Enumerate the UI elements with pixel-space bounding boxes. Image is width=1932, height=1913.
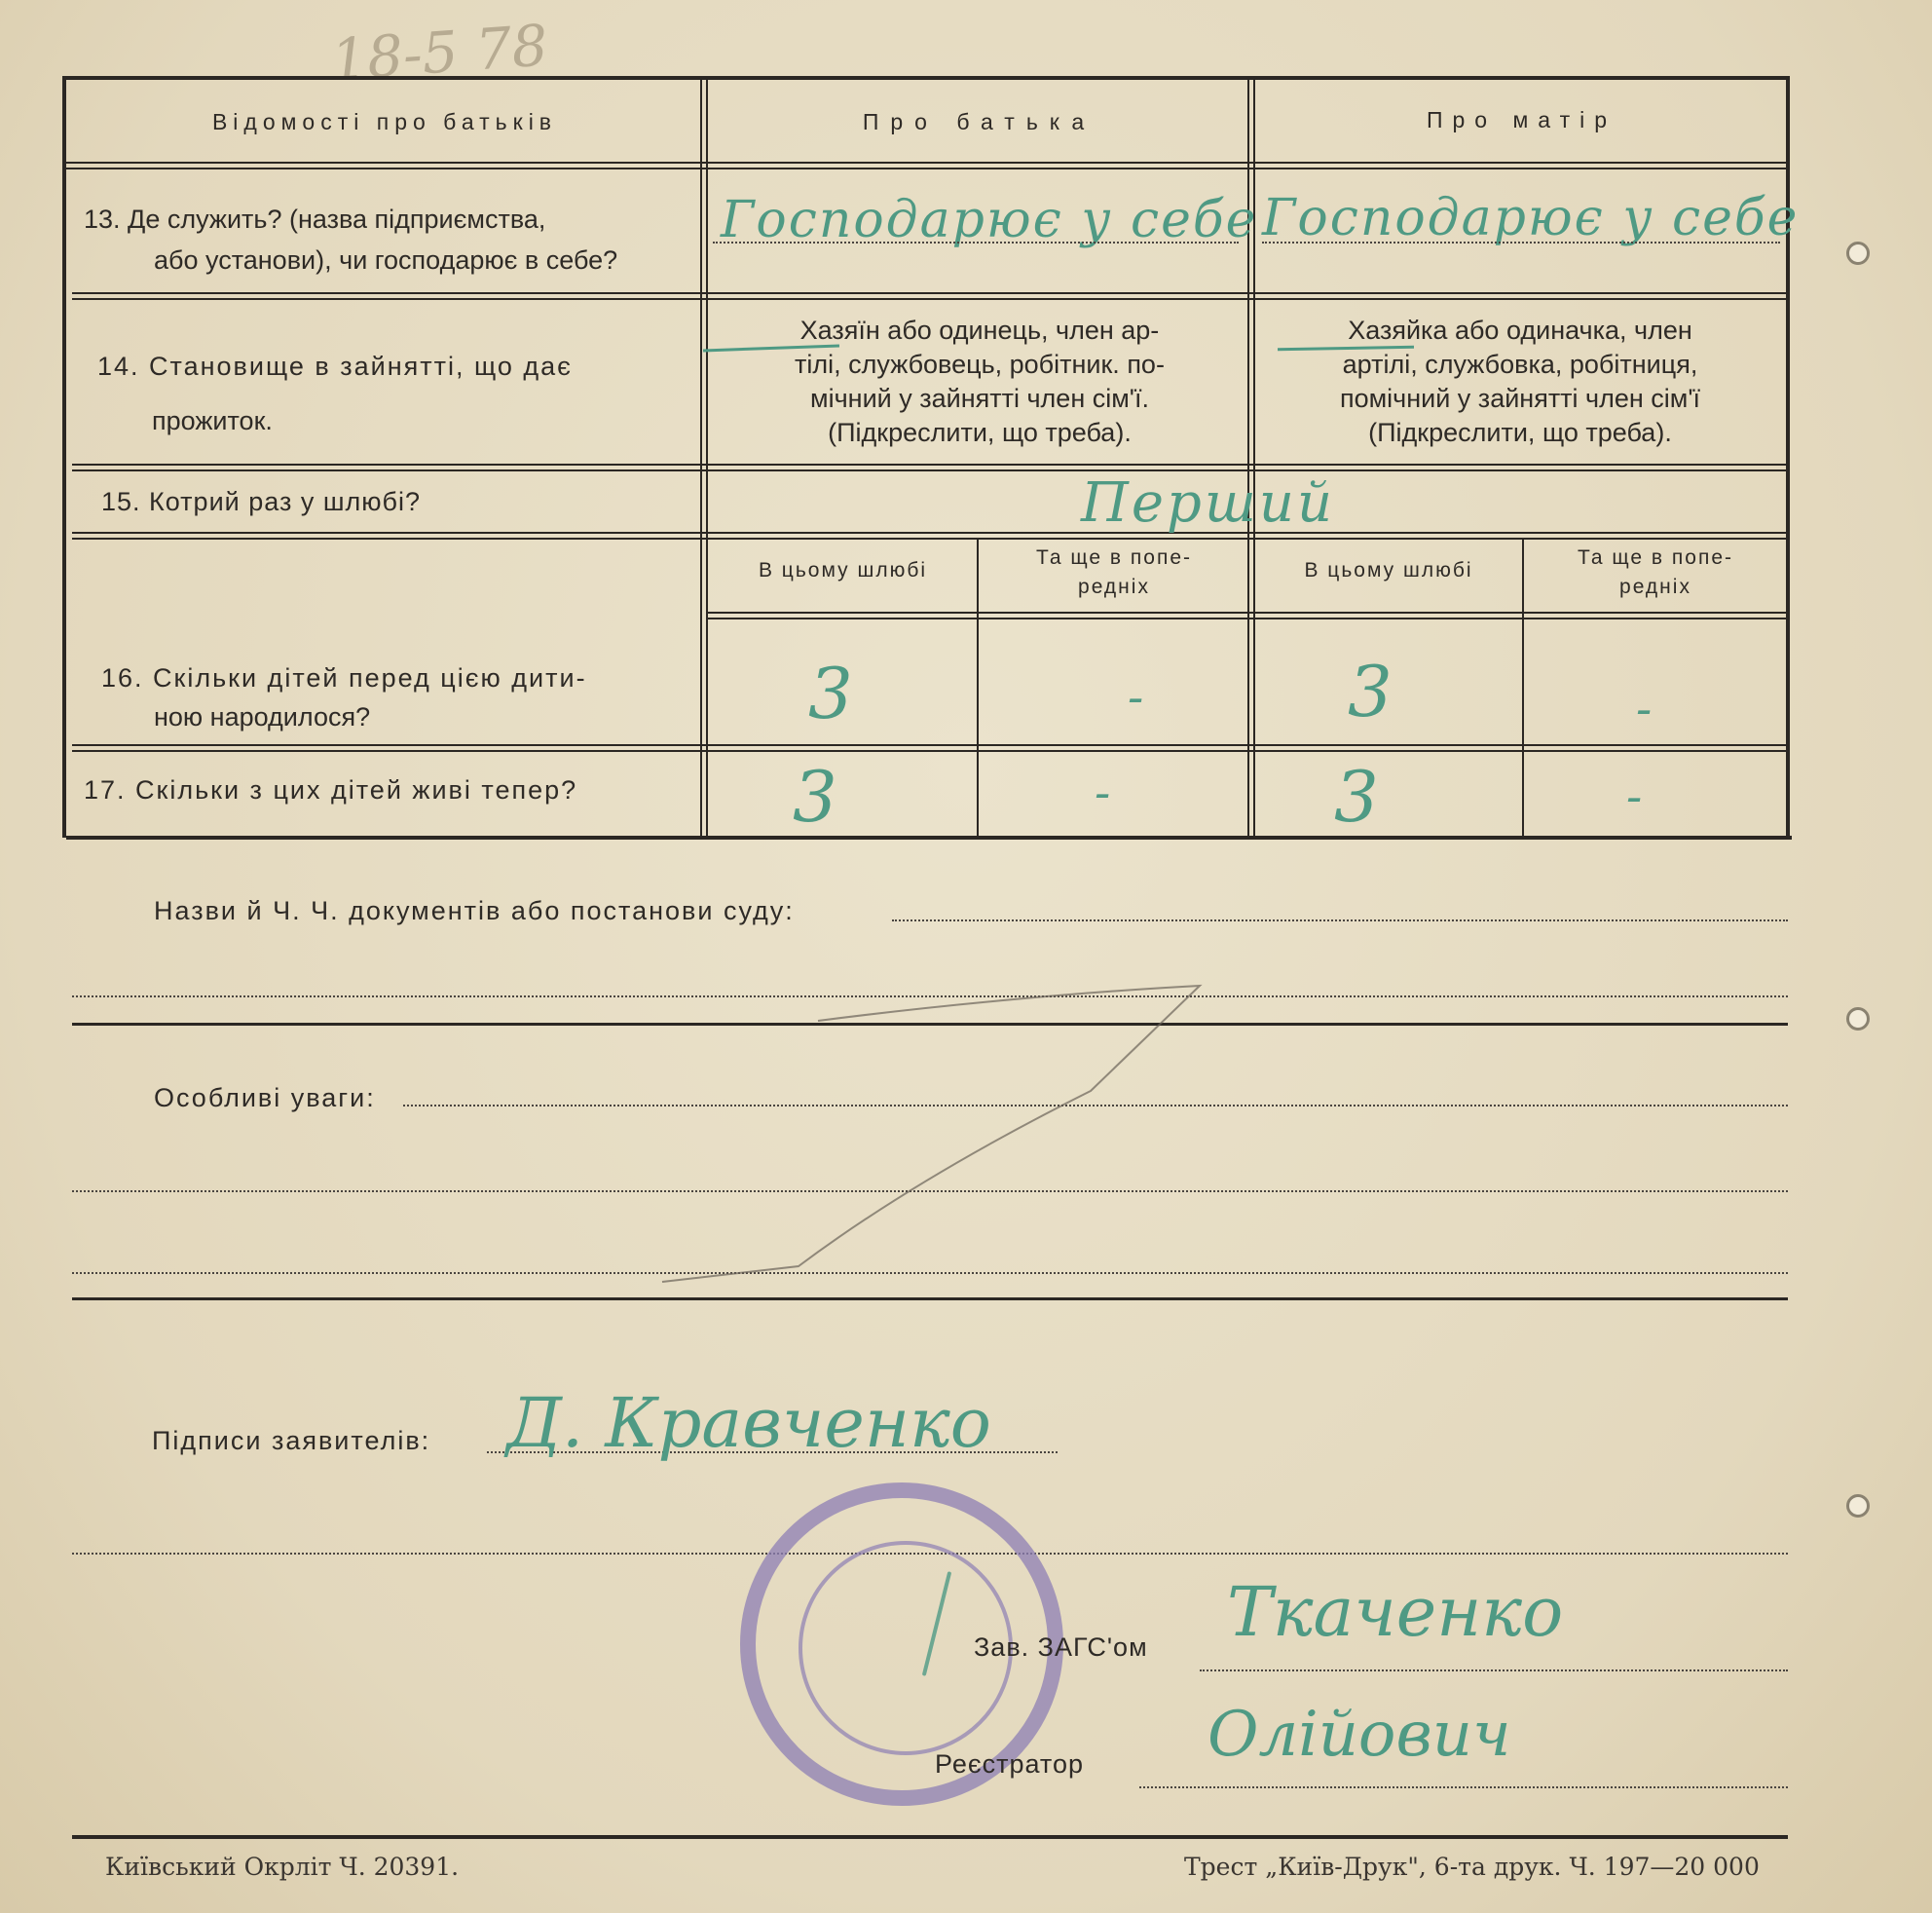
q14-mother-line1: Хазяйка або одиначка, член [1348, 316, 1692, 345]
registrar-signature: Олійович [1208, 1699, 1511, 1771]
q17-label: 17. Скільки з цих дітей живі тепер? [84, 775, 578, 805]
q14-mother-line2: артілі, службовка, робітниця, [1342, 350, 1698, 379]
q16-mother-prev-line2: редніх [1619, 576, 1691, 598]
q14-mother-line4: (Підкреслити, що треба). [1368, 418, 1672, 447]
q16-father-this-header: В цьому шлюбі [758, 559, 928, 581]
head-signature: Ткаченко [1227, 1572, 1564, 1652]
q13-label-line1: 13. Де служить? (назва підприємства, [84, 205, 546, 234]
footer-rule [72, 1835, 1788, 1839]
header-father: Про батька [862, 109, 1096, 134]
head-line [1200, 1669, 1788, 1671]
q16-father-prev: - [1128, 670, 1144, 725]
q16-father-prev-line1: Та ще в попе- [1035, 546, 1193, 569]
q13-label-line2: або установи), чи господарює в себе? [154, 245, 618, 275]
footer-left: Київський Окрліт Ч. 20391. [105, 1853, 460, 1881]
q14-label-line1: 14. Становище в зайнятті, що дає [97, 352, 573, 381]
footer-right: Трест „Київ-Друк", 6-та друк. Ч. 197—20 000 [1184, 1853, 1760, 1881]
q15-label: 15. Котрий раз у шлюбі? [101, 487, 421, 516]
q16-father-this: 3 [808, 653, 853, 734]
q13-father-answer: Господарює у себе [721, 191, 1258, 249]
q14-father-line1: Хазяїн або одинець, член ар- [799, 316, 1160, 345]
header-parents-info: Відомості про батьків [211, 109, 558, 134]
q17-mother-this: 3 [1334, 756, 1379, 838]
q16-mother-this: 3 [1348, 651, 1393, 732]
q16-mother-prev: - [1636, 682, 1653, 736]
header-mother: Про матір [1426, 107, 1617, 132]
registrar-line [1139, 1786, 1788, 1788]
q16-mother-this-header: В цьому шлюбі [1304, 559, 1473, 581]
registrar-label: Реєстратор [935, 1749, 1085, 1779]
q15-answer: Перший [1081, 471, 1336, 535]
q16-father-prev-line2: редніх [1078, 576, 1150, 598]
q17-father-prev: - [1095, 766, 1111, 820]
applicant-signature: Д. Кравченко [506, 1383, 991, 1463]
q14-father-line4: (Підкреслити, що треба). [828, 418, 1132, 447]
q16-mother-prev-line1: Та ще в попе- [1577, 546, 1734, 569]
q13-mother-answer: Господарює у себе [1262, 189, 1800, 247]
documents-label: Назви й Ч. Ч. документів або постанови суду: [154, 896, 795, 925]
q14-father-line2: тілі, службовець, робітник. по- [795, 350, 1165, 379]
q17-father-this: 3 [793, 756, 837, 838]
q16-label-line2: ною народилося? [154, 702, 371, 731]
head-label: Зав. ЗАГС'ом [974, 1632, 1148, 1662]
q14-mother-line3: помічний у зайнятті член сім'ї [1339, 384, 1701, 413]
q14-label-line2: прожиток. [152, 406, 273, 435]
corner-note: 18-5 78 [328, 12, 550, 94]
q17-mother-prev: - [1626, 769, 1643, 824]
notes-label: Особливі уваги: [154, 1083, 376, 1112]
q16-label-line1: 16. Скільки дітей перед цією дити- [101, 663, 587, 693]
q14-father-line3: мічний у зайнятті член сім'ї. [810, 384, 1149, 413]
applicants-label: Підписи заявителів: [152, 1426, 431, 1455]
